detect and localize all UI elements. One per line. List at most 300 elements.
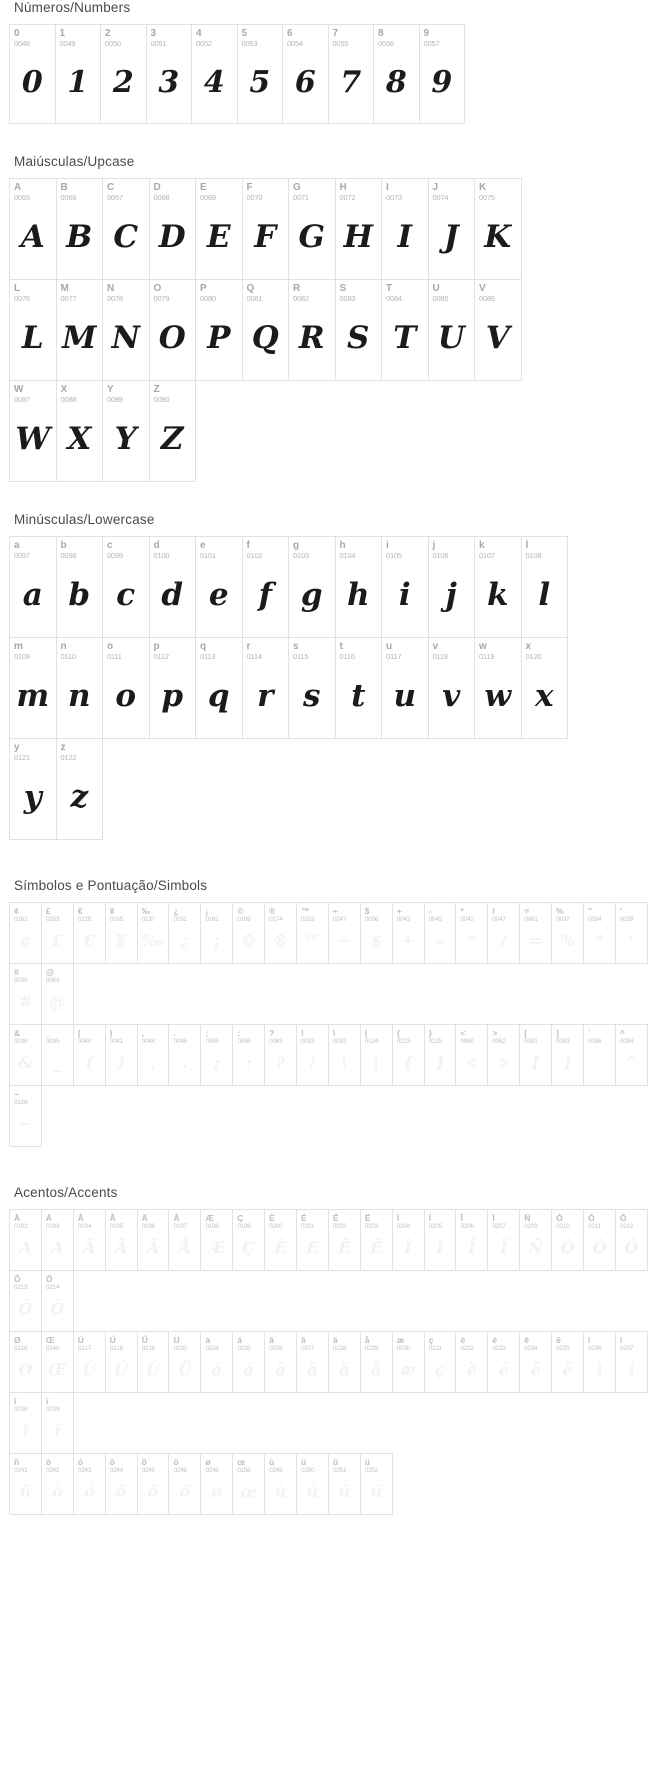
glyph-cell[interactable] (41, 1270, 74, 1332)
glyph-code-label: 0246 (173, 1467, 187, 1474)
glyph-cell[interactable] (264, 1209, 297, 1271)
glyph-char-label: Ó (588, 1213, 595, 1223)
section-spacer (0, 844, 661, 878)
glyph-cell[interactable] (487, 1331, 520, 1393)
glyph-code-label: 0098 (60, 551, 77, 560)
glyph-labels (552, 1210, 583, 1231)
glyph-labels (150, 179, 196, 202)
glyph-char-label: Ú (109, 1335, 116, 1345)
glyph-cell[interactable] (73, 1024, 106, 1086)
glyph-cell[interactable] (73, 1331, 106, 1393)
glyph-cell[interactable] (168, 1209, 201, 1271)
glyph-cell[interactable] (105, 902, 138, 964)
glyph-cell[interactable] (242, 279, 290, 381)
glyph-cell[interactable] (102, 279, 150, 381)
glyph-code-label: 0112 (153, 652, 169, 661)
glyph-cell[interactable] (168, 1024, 201, 1086)
glyph-char-label: h (339, 540, 346, 551)
glyph-cell[interactable] (195, 178, 243, 280)
glyph-code-label: 0220 (173, 1345, 187, 1352)
glyph-labels (520, 1210, 551, 1231)
glyph-cell[interactable] (9, 380, 57, 482)
glyph-cell[interactable] (137, 1209, 170, 1271)
glyph-cell[interactable] (428, 536, 476, 638)
glyph-char-label: u (386, 641, 393, 652)
glyph-cell[interactable] (615, 1024, 648, 1086)
glyph-cell[interactable] (232, 1209, 265, 1271)
glyph-labels (520, 1025, 551, 1046)
glyph-cell[interactable] (73, 1453, 106, 1515)
glyph-cell[interactable] (335, 178, 383, 280)
glyph-cell[interactable] (551, 1024, 584, 1086)
glyph-cell[interactable] (428, 279, 476, 381)
glyph-code-label: 0232 (460, 1345, 474, 1352)
glyph-cell[interactable] (551, 902, 584, 964)
glyph-cell[interactable] (9, 1453, 42, 1515)
glyph-preview: 7 (340, 64, 362, 100)
glyph-cell[interactable] (474, 279, 522, 381)
glyph-cell[interactable] (137, 1024, 170, 1086)
glyph-labels (552, 1025, 583, 1046)
glyph-cell[interactable] (56, 279, 104, 381)
glyph-preview: L (21, 320, 44, 356)
glyph-preview: @ (49, 991, 66, 1011)
glyph-cell[interactable] (200, 1453, 233, 1515)
glyph-labels (238, 25, 283, 48)
glyph-code-label: 0070 (246, 193, 263, 202)
glyph-labels (42, 1393, 73, 1414)
glyph-cell[interactable] (583, 1209, 616, 1271)
glyph-cell[interactable] (149, 536, 197, 638)
glyph-cell[interactable] (102, 178, 150, 280)
glyph-cell[interactable] (474, 637, 522, 739)
glyph-labels (584, 1025, 615, 1046)
glyph-labels (382, 280, 428, 303)
glyph-cell[interactable] (9, 1331, 42, 1393)
glyph-cell[interactable] (288, 279, 336, 381)
glyph-cell[interactable] (583, 1024, 616, 1086)
glyph-labels (106, 903, 137, 924)
glyph-cell[interactable] (521, 536, 569, 638)
glyph-char-label: B (60, 182, 68, 193)
glyph-cell[interactable] (335, 279, 383, 381)
glyph-cell[interactable] (487, 1024, 520, 1086)
glyph-cell[interactable] (381, 178, 429, 280)
glyph-cell[interactable] (105, 1331, 138, 1393)
glyph-code-label: 0054 (287, 39, 303, 48)
glyph-labels (106, 1210, 137, 1231)
glyph-cell[interactable] (56, 178, 104, 280)
glyph-code-label: 0211 (588, 1223, 601, 1230)
glyph-cell[interactable] (474, 178, 522, 280)
glyph-code-label: 0085 (432, 294, 449, 303)
glyph-cell[interactable] (296, 1209, 329, 1271)
glyph-labels (393, 1210, 424, 1231)
glyph-cell[interactable] (242, 178, 290, 280)
glyph-cell[interactable] (381, 279, 429, 381)
glyph-cell[interactable] (9, 1085, 42, 1147)
glyph-char-label: å (364, 1335, 370, 1345)
glyph-cell[interactable] (232, 1024, 265, 1086)
glyph-cell[interactable] (583, 1331, 616, 1393)
glyph-preview: Ò (560, 1237, 575, 1257)
glyph-preview: $ (370, 930, 382, 950)
glyph-cell[interactable] (195, 536, 243, 638)
glyph-char-label: o (107, 641, 114, 652)
glyph-cell[interactable] (264, 1453, 297, 1515)
glyph-cell[interactable] (232, 1453, 265, 1515)
glyph-cell[interactable] (296, 1331, 329, 1393)
glyph-cell[interactable] (360, 1209, 393, 1271)
glyph-labels (201, 1210, 232, 1231)
glyph-cell[interactable] (360, 1453, 393, 1515)
glyph-cell[interactable] (146, 24, 193, 124)
glyph-preview: C (113, 219, 139, 255)
glyph-cell[interactable] (615, 902, 648, 964)
glyph-cell[interactable] (288, 536, 336, 638)
glyph-code-label: 0106 (432, 551, 449, 560)
glyph-cell[interactable] (296, 1453, 329, 1515)
glyph-row (0, 1025, 661, 1147)
glyph-cell[interactable] (519, 1024, 552, 1086)
glyph-cell[interactable] (264, 902, 297, 964)
glyph-preview: á (243, 1359, 254, 1379)
glyph-cell[interactable] (328, 1209, 361, 1271)
glyph-code-label: 0124 (364, 1038, 379, 1045)
glyph-preview: m (16, 678, 50, 714)
glyph-labels (265, 1332, 296, 1353)
glyph-cell[interactable] (41, 963, 74, 1025)
glyph-cell[interactable] (264, 1024, 297, 1086)
glyph-cell[interactable] (328, 24, 375, 124)
glyph-cell[interactable] (9, 1392, 42, 1454)
glyph-cell[interactable] (168, 1331, 201, 1393)
glyph-code-label: 0161 (205, 916, 219, 923)
glyph-cell[interactable] (149, 637, 197, 739)
glyph-char-label: y (14, 742, 20, 753)
glyph-cell[interactable] (615, 1209, 648, 1271)
glyph-cell[interactable] (149, 279, 197, 381)
glyph-code-label: 0126 (14, 1099, 28, 1106)
glyph-cell[interactable] (519, 1209, 552, 1271)
glyph-code-label: 0229 (364, 1345, 379, 1352)
glyph-cell[interactable] (9, 902, 42, 964)
glyph-code-label: 0040 (77, 1038, 92, 1045)
glyph-cell[interactable] (487, 1209, 520, 1271)
glyph-preview: q (207, 678, 230, 714)
glyph-code-label: 0097 (14, 551, 30, 560)
glyph-cell[interactable] (551, 1331, 584, 1393)
glyph-cell[interactable] (73, 1209, 106, 1271)
glyph-cell[interactable] (419, 24, 466, 124)
glyph-cell[interactable] (242, 637, 290, 739)
glyph-preview: 4 (203, 64, 225, 100)
glyph-cell[interactable] (282, 24, 329, 124)
glyph-char-label: Ê (332, 1213, 339, 1223)
glyph-cell[interactable] (200, 1024, 233, 1086)
glyph-char-label: Å (173, 1213, 180, 1223)
glyph-cell[interactable] (9, 963, 42, 1025)
glyph-cell[interactable] (200, 1331, 233, 1393)
glyph-cell[interactable] (56, 380, 104, 482)
glyph-labels (233, 1210, 264, 1231)
glyph-cell[interactable] (392, 1209, 425, 1271)
glyph-cell[interactable] (392, 1024, 425, 1086)
glyph-cell[interactable] (328, 1331, 361, 1393)
glyph-code-label: 0077 (60, 294, 77, 303)
glyph-cell[interactable] (360, 1331, 393, 1393)
glyph-labels (106, 1025, 137, 1046)
glyph-char-label: Q (246, 283, 255, 294)
glyph-cell[interactable] (583, 902, 616, 964)
glyph-labels (42, 1332, 73, 1353)
glyph-cell[interactable] (102, 536, 150, 638)
glyph-preview: r (257, 678, 274, 714)
glyph-char-label: À (14, 1213, 21, 1223)
glyph-cell[interactable] (9, 738, 57, 840)
glyph-char-label: ï (45, 1396, 49, 1406)
glyph-preview: v (442, 678, 461, 714)
glyph-labels (425, 903, 456, 924)
glyph-cell[interactable] (360, 1024, 393, 1086)
glyph-cell[interactable] (232, 1331, 265, 1393)
glyph-cell[interactable] (373, 24, 420, 124)
glyph-cell[interactable] (455, 902, 488, 964)
glyph-code-label: 0102 (246, 551, 263, 560)
glyph-cell[interactable] (200, 1209, 233, 1271)
glyph-char-label: Ò (556, 1213, 563, 1223)
glyph-cell[interactable] (41, 1024, 74, 1086)
glyph-cell[interactable] (73, 902, 106, 964)
glyph-cell[interactable] (519, 1331, 552, 1393)
glyph-cell[interactable] (381, 637, 429, 739)
glyph-cell[interactable] (551, 1209, 584, 1271)
glyph-cell[interactable] (335, 536, 383, 638)
glyph-code-label: 0051 (150, 39, 167, 48)
glyph-code-label: 0062 (492, 1038, 506, 1045)
glyph-preview: ø (211, 1481, 223, 1501)
glyph-code-label: 0234 (524, 1345, 538, 1352)
glyph-code-label: 0194 (77, 1223, 92, 1230)
glyph-cell[interactable] (521, 637, 569, 739)
glyph-cell[interactable] (288, 178, 336, 280)
glyph-preview: È (274, 1237, 287, 1257)
glyph-code-label: 0192 (14, 1223, 28, 1230)
glyph-labels (289, 638, 335, 661)
glyph-char-label: p (153, 641, 160, 652)
glyph-cell[interactable] (41, 1331, 74, 1393)
glyph-cell[interactable] (195, 279, 243, 381)
glyph-labels (475, 280, 521, 303)
glyph-cell[interactable] (487, 902, 520, 964)
glyph-cell[interactable] (200, 902, 233, 964)
glyph-preview: H (343, 219, 373, 255)
glyph-cell[interactable] (105, 1453, 138, 1515)
glyph-cell[interactable] (102, 380, 150, 482)
glyph-code-label: 0056 (378, 39, 394, 48)
glyph-code-label: 0119 (479, 652, 495, 661)
glyph-cell[interactable] (296, 902, 329, 964)
glyph-cell[interactable] (137, 1453, 170, 1515)
glyph-preview: N (111, 320, 140, 356)
glyph-char-label: Î (460, 1213, 463, 1223)
glyph-cell[interactable] (149, 380, 197, 482)
glyph-cell[interactable] (9, 1270, 42, 1332)
glyph-char-label: © (237, 906, 244, 916)
section-title: Minúsculas/Lowercase (14, 512, 155, 527)
glyph-cell[interactable] (105, 1209, 138, 1271)
glyph-cell[interactable] (428, 178, 476, 280)
section-spacer (0, 1151, 661, 1185)
glyph-cell[interactable] (428, 637, 476, 739)
glyph-preview: g (300, 577, 323, 613)
glyph-cell[interactable] (328, 1453, 361, 1515)
glyph-preview: ô (115, 1481, 127, 1501)
glyph-code-label: 0233 (492, 1345, 506, 1352)
glyph-row (0, 739, 661, 840)
glyph-labels (329, 903, 360, 924)
glyph-cell[interactable] (41, 1392, 74, 1454)
glyph-code-label: 0060 (460, 1038, 474, 1045)
glyph-cell[interactable] (615, 1331, 648, 1393)
glyph-preview: R (298, 320, 325, 356)
glyph-cell[interactable] (328, 1024, 361, 1086)
glyph-cell[interactable] (56, 637, 104, 739)
glyph-char-label: " (588, 906, 593, 916)
glyph-code-label: 0203 (364, 1223, 379, 1230)
glyph-cell[interactable] (381, 536, 429, 638)
glyph-preview: ) (117, 1052, 125, 1072)
glyph-cell[interactable] (455, 1209, 488, 1271)
glyph-cell[interactable] (519, 902, 552, 964)
glyph-labels (297, 1025, 328, 1046)
glyph-cell[interactable] (9, 1024, 42, 1086)
glyph-code-label: 0088 (60, 395, 77, 404)
glyph-cell[interactable] (232, 902, 265, 964)
glyph-preview: s (303, 678, 321, 714)
glyph-cell[interactable] (242, 536, 290, 638)
glyph-code-label: 0196 (141, 1223, 155, 1230)
glyph-cell[interactable] (55, 24, 102, 124)
glyph-char-label: ã (301, 1335, 306, 1345)
glyph-labels (42, 1025, 73, 1046)
glyph-char-label: õ (141, 1457, 147, 1467)
glyph-cell[interactable] (424, 902, 457, 964)
glyph-cell[interactable] (168, 902, 201, 964)
glyph-code-label: 0153 (301, 916, 315, 923)
glyph-cell[interactable] (392, 902, 425, 964)
glyph-cell[interactable] (360, 902, 393, 964)
glyph-code-label: 0202 (332, 1223, 347, 1230)
glyph-preview: ] (563, 1052, 572, 1072)
glyph-cell[interactable] (288, 637, 336, 739)
glyph-code-label: 0225 (237, 1345, 251, 1352)
glyph-preview: ê (530, 1359, 541, 1379)
glyph-cell[interactable] (424, 1209, 457, 1271)
glyph-char-label: j (432, 540, 436, 551)
glyph-code-label: 0120 (525, 652, 542, 661)
glyph-cell[interactable] (9, 178, 57, 280)
glyph-char-label: c (107, 540, 113, 551)
glyph-code-label: 0065 (14, 193, 30, 202)
glyph-labels (584, 1332, 615, 1353)
glyph-labels (265, 1025, 296, 1046)
glyph-code-label: 0249 (269, 1467, 283, 1474)
glyph-cell[interactable] (455, 1331, 488, 1393)
glyph-cell[interactable] (9, 536, 57, 638)
glyph-preview: Õ (18, 1298, 33, 1318)
glyph-preview: [ (531, 1052, 540, 1072)
glyph-char-label: s (293, 641, 299, 652)
glyph-cell[interactable] (137, 902, 170, 964)
glyph-labels (42, 1210, 73, 1231)
glyph-char-label: i (386, 540, 389, 551)
glyph-cell[interactable] (9, 1209, 42, 1271)
glyph-code-label: 0204 (396, 1223, 410, 1230)
glyph-labels (329, 1454, 360, 1475)
glyph-cell[interactable] (41, 1209, 74, 1271)
glyph-cell[interactable] (296, 1024, 329, 1086)
glyph-cell[interactable] (56, 536, 104, 638)
glyph-preview: å (371, 1359, 382, 1379)
glyph-cell[interactable] (9, 637, 57, 739)
glyph-cell[interactable] (149, 178, 197, 280)
glyph-cell[interactable] (168, 1453, 201, 1515)
glyph-cell[interactable] (195, 637, 243, 739)
glyph-cell[interactable] (424, 1024, 457, 1086)
glyph-cell[interactable] (264, 1331, 297, 1393)
glyph-cell[interactable] (9, 279, 57, 381)
glyph-cell[interactable] (455, 1024, 488, 1086)
glyph-cell[interactable] (392, 1331, 425, 1393)
glyph-code-label: 0081 (246, 294, 263, 303)
glyph-code-label: 0235 (556, 1345, 570, 1352)
glyph-cell[interactable] (9, 24, 56, 124)
glyph-cell[interactable] (102, 637, 150, 739)
glyph-char-label: * (460, 906, 464, 916)
glyph-cell[interactable] (237, 24, 284, 124)
glyph-cell[interactable] (41, 902, 74, 964)
glyph-labels (329, 1332, 360, 1353)
glyph-labels (456, 1332, 487, 1353)
glyph-cell[interactable] (335, 637, 383, 739)
glyph-char-label: g (293, 540, 300, 551)
glyph-cell[interactable] (137, 1331, 170, 1393)
glyph-char-label: Œ (45, 1335, 55, 1345)
glyph-labels (297, 1454, 328, 1475)
glyph-char-label: O (153, 283, 162, 294)
glyph-cell[interactable] (424, 1331, 457, 1393)
glyph-cell[interactable] (56, 738, 104, 840)
glyph-cell[interactable] (328, 902, 361, 964)
glyph-preview: Ã (114, 1237, 128, 1257)
glyph-preview: Í (436, 1237, 444, 1257)
glyph-cell[interactable] (100, 24, 147, 124)
glyph-labels (429, 537, 475, 560)
glyph-labels (169, 1025, 200, 1046)
glyph-labels (169, 1210, 200, 1231)
glyph-char-label: | (364, 1028, 368, 1038)
glyph-code-label: 0248 (205, 1467, 219, 1474)
glyph-preview: Ä (146, 1237, 160, 1257)
glyph-cell[interactable] (105, 1024, 138, 1086)
glyph-cell[interactable] (474, 536, 522, 638)
glyph-char-label: é (492, 1335, 498, 1345)
glyph-preview: â (275, 1359, 286, 1379)
glyph-cell[interactable] (41, 1453, 74, 1515)
glyph-cell[interactable] (191, 24, 238, 124)
glyph-preview: ¥ (115, 930, 127, 950)
